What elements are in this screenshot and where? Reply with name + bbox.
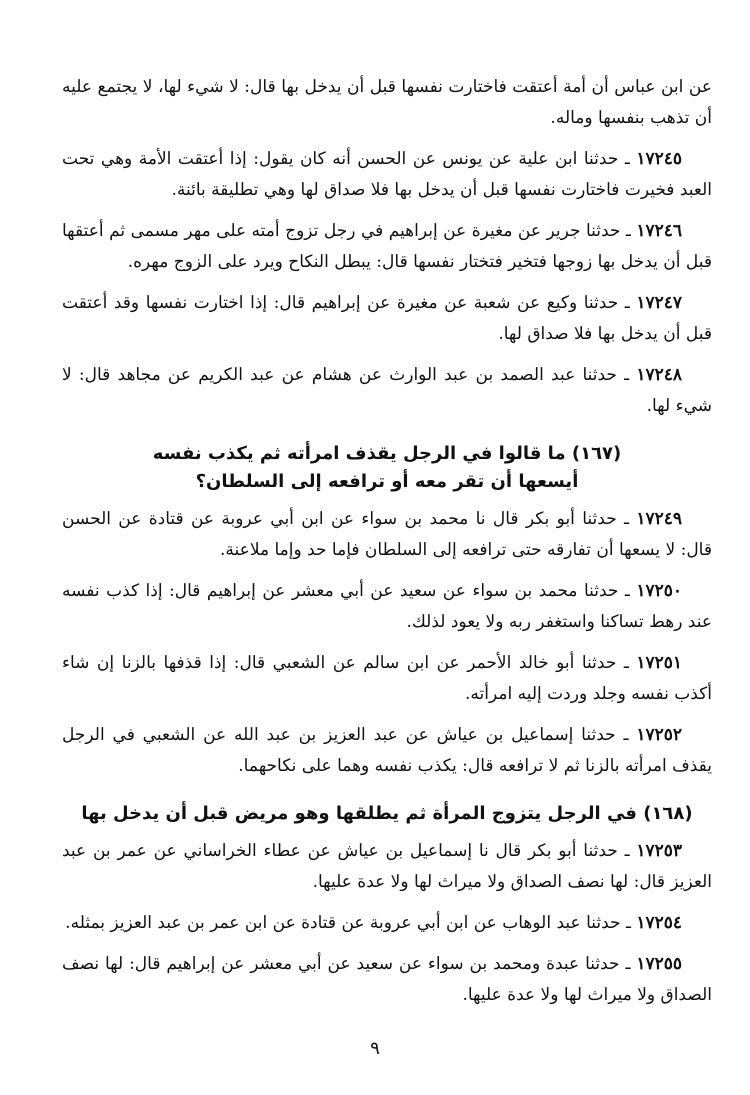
hadith-number: ١٧٢٤٥ — [636, 149, 682, 169]
hadith-text: ـ حدثنا عبد الوهاب عن ابن أبي عروبة عن قتادة عن ابن عمر بن عبد العزيز بمثله. — [65, 913, 637, 933]
hadith-text: ـ حدثنا ابن علية عن يونس عن الحسن أنه كان يقول: إذا أعتقت الأمة وهي تحت العبد فخيرت فاختارت نفسها قبل أن يدخل بها فلا صداق لها وهي تطليقة بائنة. — [62, 149, 712, 200]
hadith-17249 — [62, 504, 712, 566]
hadith-text: ـ حدثنا وكيع عن شعبة عن مغيرة عن إبراهيم قال: إذا اختارت نفسها وقد أعتقت قبل أن يدخل بها فلا صداق لها. — [62, 293, 712, 344]
hadith-17255 — [62, 949, 712, 1011]
hadith-number: ١٧٢٥٤ — [636, 913, 682, 933]
chapter-heading-167 — [62, 440, 712, 496]
chapter-heading-line: (١٦٧) ما قالوا في الرجل يقذف امرأته ثم يكذب نفسه — [152, 443, 622, 464]
chapter-heading-line: (١٦٨) في الرجل يتزوج المرأة ثم يطلقها وهو مريض قبل أن يدخل بها — [81, 803, 693, 824]
hadith-number: ١٧٢٥٢ — [636, 725, 682, 745]
page-body — [62, 72, 712, 1021]
paragraph-text: عن ابن عباس أن أمة أعتقت فاختارت نفسها قبل أن يدخل بها قال: لا شيء لها، لا يجتمع عليه أن تذهب بنفسها وماله. — [62, 77, 712, 128]
hadith-17250 — [62, 576, 712, 638]
hadith-number: ١٧٢٤٨ — [636, 365, 682, 385]
hadith-17254 — [62, 908, 712, 939]
hadith-17245 — [62, 144, 712, 206]
page-number: ٩ — [370, 1038, 380, 1059]
hadith-17253 — [62, 836, 712, 898]
hadith-text: ـ حدثنا أبو بكر قال نا محمد بن سواء عن ابن أبي عروبة عن قتادة عن الحسن قال: لا يسعها أن تفارقه حتى ترافعه إلى السلطان فإما حد وإما ملاعنة. — [62, 509, 712, 560]
hadith-number: ١٧٢٤٧ — [636, 293, 682, 313]
hadith-17252 — [62, 720, 712, 782]
hadith-number: ١٧٢٥٥ — [636, 954, 682, 974]
hadith-text: ـ حدثنا أبو خالد الأحمر عن ابن سالم عن الشعبي قال: إذا قذفها بالزنا إن شاء أكذب نفسه وجلد وردت إليه امرأته. — [62, 653, 712, 704]
hadith-text: ـ حدثنا جرير عن مغيرة عن إبراهيم في رجل تزوج أمته على مهر مسمى ثم أعتقها قبل أن يدخل بها زوجها فتخير فتختار نفسها قال: يبطل النكاح ويرد على الزوج مهره. — [62, 221, 712, 272]
hadith-text: ـ حدثنا عبدة ومحمد بن سواء عن سعيد عن أبي معشر عن إبراهيم قال: لها نصف الصداق ولا ميراث لها ولا عدة عليها. — [62, 954, 712, 1005]
hadith-number: ١٧٢٥٠ — [636, 581, 682, 601]
chapter-heading-line: أيسعها أن تقر معه أو ترافعه إلى السلطان؟ — [195, 471, 579, 492]
hadith-17248 — [62, 360, 712, 422]
chapter-heading-168 — [62, 800, 712, 828]
paragraph-continuation — [62, 72, 712, 134]
hadith-17251 — [62, 648, 712, 710]
hadith-text: ـ حدثنا إسماعيل بن عياش عن عبد العزيز بن عبد الله عن الشعبي في الرجل يقذف امرأته بالزنا ثم لا ترافعه قال: يكذب نفسه وهما على نكاحهما. — [62, 725, 712, 776]
hadith-text: ـ حدثنا أبو بكر قال نا إسماعيل بن عياش عن عطاء الخراساني عن عمر بن عبد العزيز قال: لها نصف الصداق ولا ميراث لها ولا عدة عليها. — [62, 841, 712, 892]
hadith-number: ١٧٢٤٦ — [636, 221, 682, 241]
hadith-number: ١٧٢٥١ — [636, 653, 682, 673]
hadith-17247 — [62, 288, 712, 350]
hadith-number: ١٧٢٤٩ — [636, 509, 682, 529]
hadith-17246 — [62, 216, 712, 278]
hadith-text: ـ حدثنا محمد بن سواء عن سعيد عن أبي معشر عن إبراهيم قال: إذا كذب نفسه عند رهط تساكنا واستغفر ربه ولا يعود لذلك. — [62, 581, 712, 632]
hadith-number: ١٧٢٥٣ — [636, 841, 682, 861]
hadith-text: ـ حدثنا عبد الصمد بن عبد الوارث عن هشام عن عبد الكريم عن مجاهد قال: لا شيء لها. — [62, 365, 712, 416]
